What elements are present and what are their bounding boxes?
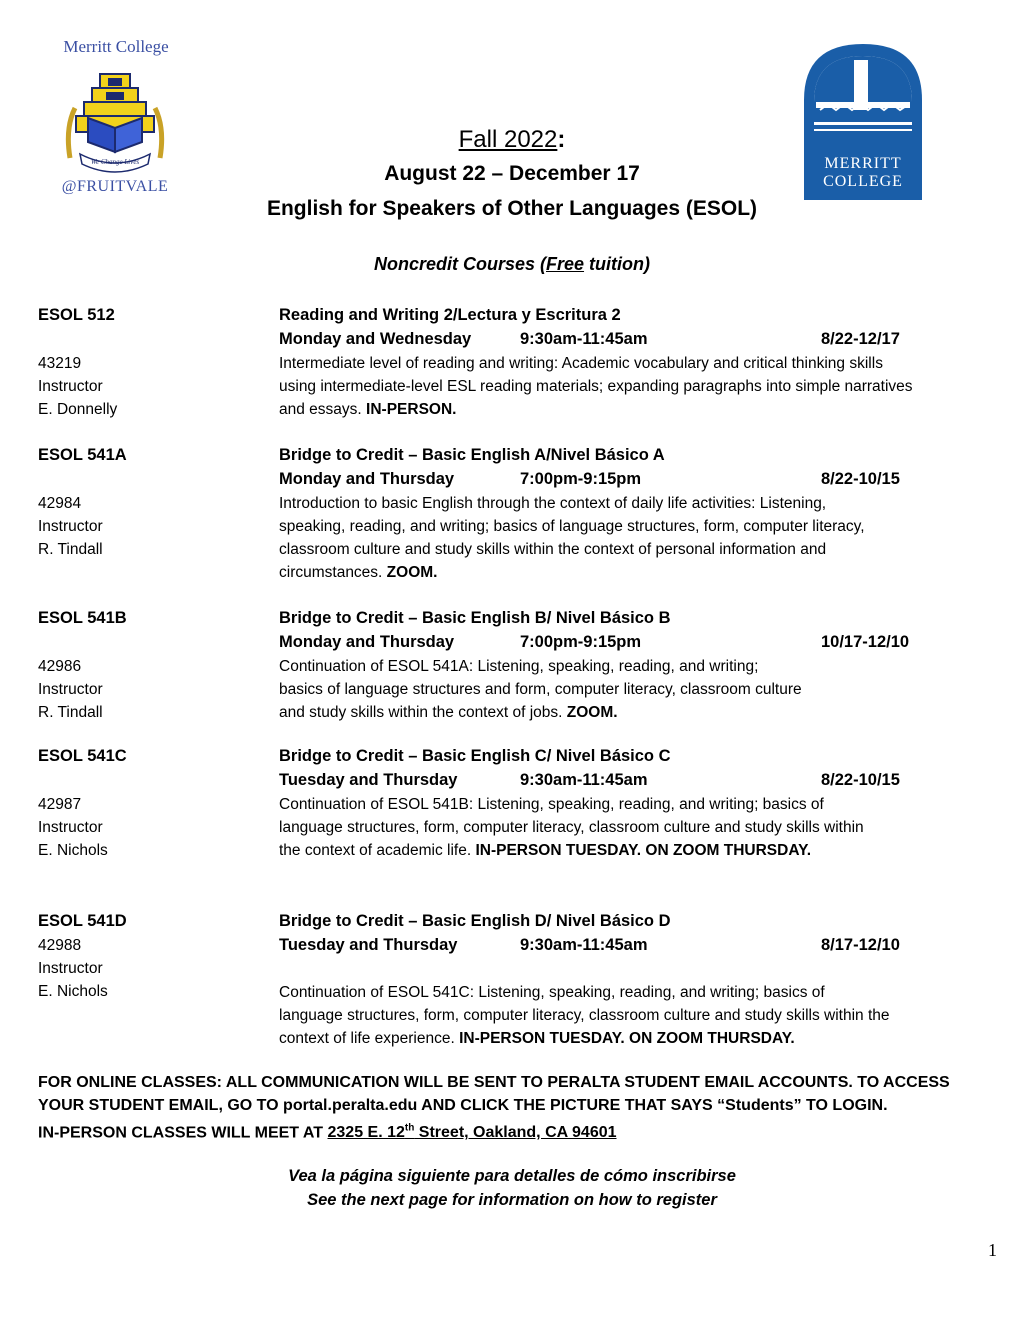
course-meta: [38, 793, 238, 862]
course-description: [279, 655, 979, 724]
fruitvale-title: Merritt College: [63, 37, 169, 56]
course-description: [279, 492, 979, 584]
instructor-name: E. Nichols: [38, 842, 108, 859]
course-crn: 42984: [38, 495, 82, 512]
course-title: Reading and Writing 2/Lectura y Escritura 2: [279, 306, 621, 324]
course-title: Bridge to Credit – Basic English B/ Nivel Básico B: [279, 609, 671, 627]
description-line: classroom culture and study skills within the context of personal information and: [279, 541, 827, 558]
description-last-line: and study skills within the context of jobs. ZOOM.: [279, 704, 618, 721]
description-line: Intermediate level of reading and writing: Academic vocabulary and critical thinking skills: [279, 355, 883, 372]
description-line: Introduction to basic English through the context of daily life activities: Listening,: [279, 495, 827, 512]
campus-address: 2325 E. 12th Street, Oakland, CA 94601: [327, 1123, 617, 1142]
course-code: ESOL 541C: [38, 747, 127, 765]
notice-line-2: YOUR STUDENT EMAIL, GO TO portal.peralta.edu AND CLICK THE PICTURE THAT SAYS “Students” TO LOGIN.: [38, 1097, 888, 1114]
course-mode: ZOOM.: [566, 704, 618, 721]
subtitle-free: Free: [546, 254, 585, 274]
course-dates: 10/17-12/10: [821, 633, 910, 651]
course-code: ESOL 541A: [38, 446, 127, 464]
course-dates: 8/22-10/15: [821, 470, 900, 488]
course-days: Tuesday and Thursday: [279, 771, 458, 789]
course-description: [279, 793, 979, 862]
description-line: Continuation of ESOL 541B: Listening, speaking, reading, and writing; basics of: [279, 796, 824, 813]
course-mode: IN-PERSON TUESDAY. ON ZOOM THURSDAY.: [475, 842, 812, 859]
description-line: speaking, reading, and writing; basics of language structures, form, computer literacy,: [279, 518, 865, 535]
notice-line-3: [38, 1117, 988, 1144]
course-title: Bridge to Credit – Basic English A/Nivel Básico A: [279, 446, 665, 464]
term-dates: August 22 – December 17: [384, 162, 640, 185]
noncredit-subtitle: [0, 254, 1024, 275]
course-title: Bridge to Credit – Basic English D/ Nivel Básico D: [279, 912, 671, 930]
fruitvale-subtitle: @FRUITVALE: [61, 178, 169, 195]
svg-text:MERRITT: MERRITT: [824, 155, 902, 172]
register-note-spanish: Vea la página siguiente para detalles de cómo inscribirse: [288, 1167, 736, 1185]
description-line: using intermediate-level ESL reading materials; expanding paragraphs into simple narratives: [279, 378, 913, 395]
course-days: Tuesday and Thursday: [279, 936, 458, 954]
course-days: Monday and Wednesday: [279, 330, 472, 348]
instructor-label: Instructor: [38, 819, 103, 836]
course-dates: 8/22-12/17: [821, 330, 900, 348]
online-classes-notice: [38, 1071, 988, 1144]
fruitvale-emblem-logo: [60, 68, 170, 176]
description-last-line: context of life experience. IN-PERSON TUESDAY. ON ZOOM THURSDAY.: [279, 1030, 795, 1047]
course-crn: 43219: [38, 355, 82, 372]
subtitle-pre: Noncredit Courses (: [373, 254, 546, 274]
description-last-line: circumstances. ZOOM.: [279, 564, 438, 581]
instructor-name: E. Nichols: [38, 983, 108, 1000]
description-line: language structures, form, computer literacy, classroom culture and study skills within: [279, 819, 864, 836]
course-time: 9:30am-11:45am: [520, 936, 648, 954]
term-colon: :: [557, 126, 566, 153]
instructor-name: R. Tindall: [38, 704, 103, 721]
description-last-line: the context of academic life. IN-PERSON TUESDAY. ON ZOOM THURSDAY.: [279, 842, 812, 859]
course-time: 9:30am-11:45am: [520, 771, 648, 789]
term-heading: [0, 126, 1024, 154]
course-mode: IN-PERSON.: [366, 401, 457, 418]
page-number: 1: [988, 1240, 997, 1260]
course-code: ESOL 541D: [38, 912, 127, 930]
program-title: English for Speakers of Other Languages (ESOL): [266, 197, 758, 220]
course-code: ESOL 541B: [38, 609, 127, 627]
course-time: 9:30am-11:45am: [520, 330, 648, 348]
description-line: language structures, form, computer literacy, classroom culture and study skills within the: [279, 1007, 890, 1024]
term-label: Fall 2022: [458, 126, 558, 153]
register-note-english: See the next page for information on how to register: [307, 1191, 717, 1209]
course-meta: [38, 934, 238, 1003]
svg-text:We Change Lives: We Change Lives: [90, 158, 140, 166]
instructor-name: R. Tindall: [38, 541, 103, 558]
course-crn: 42987: [38, 796, 82, 813]
course-code: ESOL 512: [38, 306, 115, 324]
course-time: 7:00pm-9:15pm: [520, 470, 642, 488]
course-description: [279, 981, 979, 1050]
description-line: Continuation of ESOL 541C: Listening, speaking, reading, and writing; basics of: [279, 984, 825, 1001]
notice-line-1: FOR ONLINE CLASSES: ALL COMMUNICATION WILL BE SENT TO PERALTA STUDENT EMAIL ACCOUNTS. TO ACCESS: [38, 1074, 950, 1091]
course-meta: [38, 352, 238, 421]
course-meta: [38, 655, 238, 724]
subtitle-post: tuition): [584, 254, 651, 274]
course-mode: IN-PERSON TUESDAY. ON ZOOM THURSDAY.: [459, 1030, 795, 1047]
instructor-label: Instructor: [38, 518, 103, 535]
course-dates: 8/22-10/15: [821, 771, 900, 789]
course-dates: 8/17-12/10: [821, 936, 900, 954]
course-description: [279, 352, 979, 421]
description-line: Continuation of ESOL 541A: Listening, speaking, reading, and writing;: [279, 658, 759, 675]
svg-text:COLLEGE: COLLEGE: [823, 173, 903, 190]
course-days: Monday and Thursday: [279, 633, 455, 651]
instructor-name: E. Donnelly: [38, 401, 118, 418]
description-line: basics of language structures and form, computer literacy, classroom culture: [279, 681, 802, 698]
course-crn: 42988: [38, 937, 82, 954]
course-days: Monday and Thursday: [279, 470, 455, 488]
course-time: 7:00pm-9:15pm: [520, 633, 642, 651]
course-mode: ZOOM.: [386, 564, 438, 581]
notice-in-person: IN-PERSON CLASSES WILL MEET AT: [38, 1124, 328, 1142]
instructor-label: Instructor: [38, 960, 103, 977]
instructor-label: Instructor: [38, 378, 103, 395]
course-meta: [38, 492, 238, 561]
course-crn: 42986: [38, 658, 82, 675]
course-title: Bridge to Credit – Basic English C/ Nivel Básico C: [279, 747, 671, 765]
description-last-line: and essays. IN-PERSON.: [279, 401, 457, 418]
instructor-label: Instructor: [38, 681, 103, 698]
